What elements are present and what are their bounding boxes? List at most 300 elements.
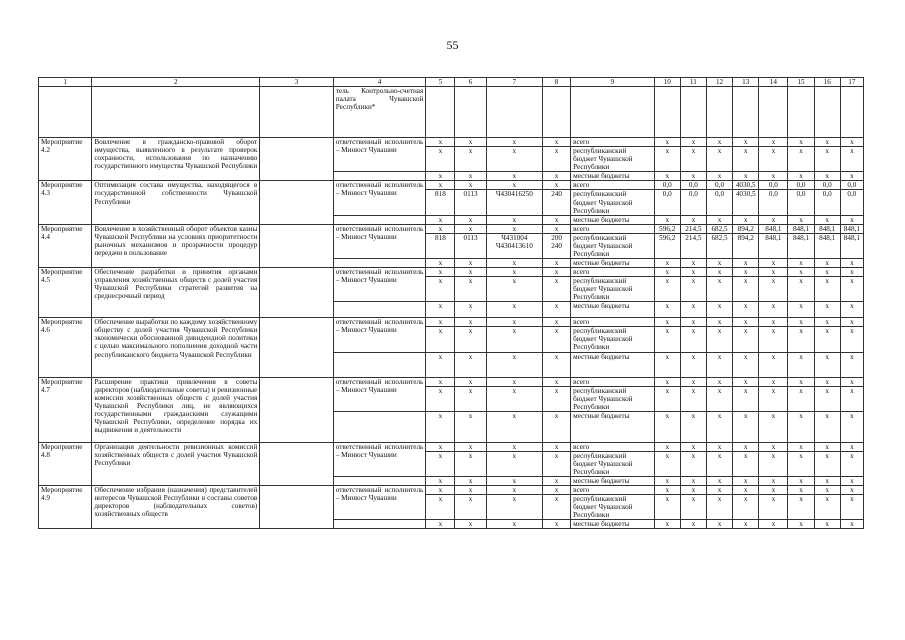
- value-cell: x: [654, 277, 680, 302]
- funding-source: всего: [571, 486, 655, 495]
- value-cell: x: [706, 386, 732, 411]
- value-cell: x: [706, 172, 732, 181]
- value-cell: x: [733, 520, 759, 529]
- value-cell: x: [680, 215, 706, 224]
- executor-cell: тель Контрольно-счетная палата Чувашской Республики*: [333, 87, 426, 138]
- code-cell: 818: [426, 233, 455, 258]
- value-cell: 4030,5: [733, 181, 759, 190]
- cell: [260, 87, 333, 138]
- value-cell: x: [654, 172, 680, 181]
- value-cell: x: [759, 318, 788, 327]
- value-cell: x: [733, 147, 759, 172]
- cell: [426, 87, 455, 138]
- value-cell: x: [680, 277, 706, 302]
- funding-source: всего: [571, 442, 655, 451]
- value-cell: x: [788, 486, 814, 495]
- value-cell: x: [814, 451, 840, 476]
- value-cell: x: [680, 411, 706, 442]
- value-cell: x: [654, 352, 680, 377]
- value-cell: x: [706, 268, 732, 277]
- value-cell: x: [680, 386, 706, 411]
- cell: [39, 87, 92, 138]
- funding-source: всего: [571, 224, 655, 233]
- code-cell: x: [543, 268, 571, 277]
- value-cell: x: [706, 477, 732, 486]
- code-cell: x: [426, 224, 455, 233]
- code-cell: x: [486, 172, 542, 181]
- code-cell: x: [486, 386, 542, 411]
- measure-name: Организация деятельности ревизионных комиссий хозяйственных обществ с долей участия Чувашской Республики: [92, 442, 260, 485]
- table-row: [39, 486, 864, 495]
- value-cell: 0,0: [654, 190, 680, 215]
- value-cell: x: [733, 302, 759, 318]
- value-cell: x: [680, 147, 706, 172]
- value-cell: 848,1: [759, 224, 788, 233]
- value-cell: 0,0: [706, 190, 732, 215]
- cell: [680, 87, 706, 138]
- value-cell: x: [680, 352, 706, 377]
- value-cell: x: [814, 377, 840, 386]
- code-cell: x: [543, 302, 571, 318]
- value-cell: x: [840, 411, 863, 442]
- value-cell: x: [680, 258, 706, 267]
- executor-cell: ответственный исполнитель – Минюст Чувашии: [333, 486, 426, 520]
- value-cell: 848,1: [788, 233, 814, 258]
- value-cell: 0,0: [788, 181, 814, 190]
- code-cell: x: [426, 138, 455, 147]
- code-cell: x: [486, 147, 542, 172]
- code-cell: x: [426, 172, 455, 181]
- funding-source: республиканский бюджет Чувашской Республики: [571, 451, 655, 476]
- cell: [571, 87, 655, 138]
- code-cell: x: [455, 386, 486, 411]
- funding-source: республиканский бюджет Чувашской Республики: [571, 386, 655, 411]
- funding-source: местные бюджеты: [571, 411, 655, 442]
- value-cell: 0,0: [654, 181, 680, 190]
- value-cell: x: [814, 477, 840, 486]
- value-cell: 894,2: [733, 233, 759, 258]
- code-cell: Ч431004 Ч430413610: [486, 233, 542, 258]
- value-cell: x: [840, 495, 863, 520]
- value-cell: 0,0: [706, 181, 732, 190]
- value-cell: x: [788, 318, 814, 327]
- code-cell: x: [486, 411, 542, 442]
- measure-name: Вовлечение в гражданско-правовой оборот имущества, выявленного в результате проверок сохранности, использования по назначению государственного имущества Чувашской Республики: [92, 138, 260, 181]
- value-cell: 596,2: [654, 224, 680, 233]
- value-cell: x: [733, 411, 759, 442]
- code-cell: x: [486, 352, 542, 377]
- value-cell: x: [814, 495, 840, 520]
- code-cell: x: [426, 258, 455, 267]
- code-cell: x: [486, 318, 542, 327]
- value-cell: x: [706, 442, 732, 451]
- value-cell: x: [788, 477, 814, 486]
- value-cell: x: [788, 377, 814, 386]
- column-number-cell: 7: [486, 78, 542, 87]
- code-cell: x: [543, 172, 571, 181]
- value-cell: x: [814, 386, 840, 411]
- code-cell: x: [486, 442, 542, 451]
- code-cell: x: [426, 302, 455, 318]
- value-cell: x: [733, 477, 759, 486]
- code-cell: x: [455, 520, 486, 529]
- value-cell: x: [733, 268, 759, 277]
- value-cell: 0,0: [814, 190, 840, 215]
- code-cell: x: [426, 377, 455, 386]
- funding-source: республиканский бюджет Чувашской Республики: [571, 495, 655, 520]
- value-cell: x: [840, 277, 863, 302]
- value-cell: x: [840, 268, 863, 277]
- code-cell: x: [426, 352, 455, 377]
- funding-source: местные бюджеты: [571, 352, 655, 377]
- value-cell: x: [788, 138, 814, 147]
- code-cell: 200 240: [543, 233, 571, 258]
- value-cell: x: [706, 495, 732, 520]
- executor-cell: ответственный исполнитель – Минюст Чувашии: [333, 268, 426, 302]
- code-cell: x: [455, 302, 486, 318]
- value-cell: x: [759, 268, 788, 277]
- code-cell: x: [426, 215, 455, 224]
- column-number-cell: 4: [333, 78, 426, 87]
- value-cell: x: [814, 352, 840, 377]
- cell: [333, 352, 426, 377]
- table-body: [39, 78, 864, 529]
- table-row: [39, 442, 864, 451]
- code-cell: Ч430416250: [486, 190, 542, 215]
- value-cell: x: [680, 486, 706, 495]
- code-cell: x: [426, 477, 455, 486]
- code-cell: x: [486, 224, 542, 233]
- value-cell: x: [840, 386, 863, 411]
- column-number-cell: 3: [260, 78, 333, 87]
- funding-source: местные бюджеты: [571, 258, 655, 267]
- measure-id: Мероприятие 4.2: [39, 138, 92, 181]
- code-cell: x: [455, 147, 486, 172]
- column-number-cell: 16: [814, 78, 840, 87]
- value-cell: x: [759, 442, 788, 451]
- executor-cell: ответственный исполнитель – Минюст Чувашии: [333, 377, 426, 411]
- value-cell: x: [654, 486, 680, 495]
- code-cell: x: [426, 268, 455, 277]
- table-row: [39, 181, 864, 190]
- value-cell: x: [733, 327, 759, 352]
- column-number-row: [39, 78, 864, 87]
- code-cell: x: [543, 318, 571, 327]
- code-cell: x: [426, 451, 455, 476]
- value-cell: x: [788, 386, 814, 411]
- value-cell: x: [840, 377, 863, 386]
- code-cell: x: [486, 181, 542, 190]
- program-table: [38, 77, 864, 529]
- code-cell: x: [543, 138, 571, 147]
- table-row: [39, 224, 864, 233]
- code-cell: x: [486, 495, 542, 520]
- value-cell: x: [733, 215, 759, 224]
- funding-source: республиканский бюджет Чувашской Республики: [571, 277, 655, 302]
- cell: [333, 520, 426, 529]
- measure-id: Мероприятие 4.9: [39, 486, 92, 529]
- code-cell: x: [455, 215, 486, 224]
- value-cell: x: [733, 258, 759, 267]
- code-cell: x: [426, 318, 455, 327]
- value-cell: x: [759, 352, 788, 377]
- value-cell: x: [814, 327, 840, 352]
- value-cell: x: [733, 386, 759, 411]
- table-row: [39, 318, 864, 327]
- measure-name: Обеспечение разработки и принятия органами управления хозяйственных обществ с долей участия Чувашской Республики стратегий развития на среднесрочный период: [92, 268, 260, 318]
- code-cell: x: [455, 442, 486, 451]
- code-cell: x: [486, 268, 542, 277]
- executor-cell: ответственный исполнитель – Минюст Чувашии: [333, 224, 426, 258]
- value-cell: x: [840, 327, 863, 352]
- value-cell: x: [654, 138, 680, 147]
- code-cell: 0113: [455, 190, 486, 215]
- column-number-cell: 8: [543, 78, 571, 87]
- value-cell: x: [840, 215, 863, 224]
- code-cell: x: [455, 451, 486, 476]
- measure-name: Расширение практики привлечения в советы директоров (наблюдательные советы) и ревизионные комиссии хозяйственных обществ с долей участия Чувашской Республики лиц, не являющихся государственными гражданскими служащими Чувашской Республики, определение порядка их выдвижения и деятельности: [92, 377, 260, 442]
- code-cell: 0113: [455, 233, 486, 258]
- value-cell: x: [706, 318, 732, 327]
- value-cell: x: [706, 138, 732, 147]
- value-cell: x: [759, 147, 788, 172]
- column-number-cell: 2: [92, 78, 260, 87]
- value-cell: x: [680, 495, 706, 520]
- value-cell: x: [680, 520, 706, 529]
- cell: [260, 442, 333, 485]
- code-cell: x: [426, 495, 455, 520]
- value-cell: 848,1: [840, 233, 863, 258]
- executor-cell: ответственный исполнитель – Минюст Чувашии: [333, 138, 426, 172]
- value-cell: 0,0: [814, 181, 840, 190]
- value-cell: x: [680, 477, 706, 486]
- code-cell: x: [426, 411, 455, 442]
- code-cell: x: [543, 520, 571, 529]
- value-cell: x: [680, 302, 706, 318]
- value-cell: x: [733, 138, 759, 147]
- code-cell: x: [486, 451, 542, 476]
- value-cell: 0,0: [840, 181, 863, 190]
- value-cell: x: [840, 442, 863, 451]
- value-cell: x: [654, 520, 680, 529]
- value-cell: 894,2: [733, 224, 759, 233]
- code-cell: x: [543, 215, 571, 224]
- code-cell: x: [543, 377, 571, 386]
- continuation-row: [39, 87, 864, 138]
- measure-id: Мероприятие 4.4: [39, 224, 92, 267]
- cell: [333, 258, 426, 267]
- value-cell: 0,0: [680, 181, 706, 190]
- value-cell: x: [759, 451, 788, 476]
- cell: [455, 87, 486, 138]
- funding-source: всего: [571, 138, 655, 147]
- column-number-cell: 6: [455, 78, 486, 87]
- code-cell: x: [486, 302, 542, 318]
- measure-id: Мероприятие 4.7: [39, 377, 92, 442]
- code-cell: x: [426, 181, 455, 190]
- cell: [260, 268, 333, 318]
- value-cell: x: [788, 302, 814, 318]
- code-cell: x: [455, 377, 486, 386]
- value-cell: x: [814, 411, 840, 442]
- code-cell: x: [486, 520, 542, 529]
- cell: [814, 87, 840, 138]
- value-cell: x: [788, 451, 814, 476]
- value-cell: x: [733, 352, 759, 377]
- value-cell: x: [654, 442, 680, 451]
- cell: [333, 302, 426, 318]
- value-cell: x: [733, 318, 759, 327]
- value-cell: 0,0: [840, 190, 863, 215]
- value-cell: x: [788, 172, 814, 181]
- value-cell: x: [680, 172, 706, 181]
- value-cell: 4030,5: [733, 190, 759, 215]
- value-cell: x: [759, 486, 788, 495]
- value-cell: x: [788, 520, 814, 529]
- value-cell: x: [759, 495, 788, 520]
- value-cell: 214,5: [680, 233, 706, 258]
- cell: [333, 172, 426, 181]
- value-cell: x: [759, 411, 788, 442]
- code-cell: x: [455, 486, 486, 495]
- value-cell: 848,1: [814, 233, 840, 258]
- measure-name: Вовлечение в хозяйственный оборот объектов казны Чувашской Республики на условиях приоритетности рыночных механизмов и прозрачности процедур передачи в пользование: [92, 224, 260, 267]
- measure-id: Мероприятие 4.3: [39, 181, 92, 224]
- table-row: [39, 268, 864, 277]
- value-cell: x: [759, 377, 788, 386]
- value-cell: x: [840, 486, 863, 495]
- code-cell: x: [543, 224, 571, 233]
- value-cell: x: [814, 215, 840, 224]
- value-cell: x: [840, 318, 863, 327]
- value-cell: x: [654, 302, 680, 318]
- code-cell: x: [486, 377, 542, 386]
- value-cell: x: [788, 352, 814, 377]
- value-cell: x: [706, 147, 732, 172]
- value-cell: x: [680, 268, 706, 277]
- funding-source: местные бюджеты: [571, 302, 655, 318]
- executor-cell: ответственный исполнитель – Минюст Чувашии: [333, 442, 426, 476]
- value-cell: x: [788, 215, 814, 224]
- code-cell: x: [426, 277, 455, 302]
- cell: [733, 87, 759, 138]
- cell: [333, 411, 426, 442]
- value-cell: 682,5: [706, 233, 732, 258]
- code-cell: x: [455, 411, 486, 442]
- value-cell: x: [788, 277, 814, 302]
- funding-source: местные бюджеты: [571, 215, 655, 224]
- value-cell: x: [840, 258, 863, 267]
- value-cell: x: [814, 258, 840, 267]
- funding-source: республиканский бюджет Чувашской Республики: [571, 147, 655, 172]
- code-cell: x: [543, 277, 571, 302]
- code-cell: x: [543, 411, 571, 442]
- code-cell: x: [543, 147, 571, 172]
- value-cell: x: [706, 451, 732, 476]
- cell: [260, 377, 333, 442]
- code-cell: x: [486, 486, 542, 495]
- code-cell: x: [486, 477, 542, 486]
- value-cell: x: [680, 327, 706, 352]
- value-cell: x: [759, 172, 788, 181]
- code-cell: x: [543, 442, 571, 451]
- code-cell: x: [455, 258, 486, 267]
- funding-source: всего: [571, 318, 655, 327]
- value-cell: x: [733, 442, 759, 451]
- code-cell: x: [455, 318, 486, 327]
- code-cell: x: [455, 352, 486, 377]
- code-cell: x: [455, 327, 486, 352]
- value-cell: x: [814, 302, 840, 318]
- value-cell: x: [759, 215, 788, 224]
- value-cell: x: [654, 327, 680, 352]
- value-cell: 0,0: [759, 181, 788, 190]
- value-cell: x: [788, 442, 814, 451]
- value-cell: 848,1: [759, 233, 788, 258]
- value-cell: x: [733, 172, 759, 181]
- code-cell: x: [543, 352, 571, 377]
- value-cell: x: [814, 520, 840, 529]
- value-cell: x: [759, 138, 788, 147]
- value-cell: x: [654, 386, 680, 411]
- value-cell: x: [706, 352, 732, 377]
- value-cell: x: [759, 258, 788, 267]
- value-cell: x: [706, 520, 732, 529]
- measure-name: Обеспечение избрания (назначения) представителей интересов Чувашской Республики в составы советов директоров (наблюдательных советов) хозяйственных обществ: [92, 486, 260, 529]
- code-cell: x: [543, 451, 571, 476]
- column-number-cell: 1: [39, 78, 92, 87]
- code-cell: x: [543, 258, 571, 267]
- value-cell: x: [706, 215, 732, 224]
- value-cell: x: [706, 302, 732, 318]
- column-number-cell: 12: [706, 78, 732, 87]
- value-cell: x: [814, 442, 840, 451]
- value-cell: x: [654, 377, 680, 386]
- value-cell: x: [840, 520, 863, 529]
- value-cell: x: [840, 477, 863, 486]
- column-number-cell: 11: [680, 78, 706, 87]
- value-cell: x: [733, 486, 759, 495]
- table-row: [39, 138, 864, 147]
- value-cell: 596,2: [654, 233, 680, 258]
- funding-source: республиканский бюджет Чувашской Республики: [571, 190, 655, 215]
- value-cell: x: [654, 451, 680, 476]
- code-cell: x: [455, 495, 486, 520]
- value-cell: x: [706, 486, 732, 495]
- code-cell: x: [486, 327, 542, 352]
- value-cell: 682,5: [706, 224, 732, 233]
- cell: [260, 224, 333, 267]
- cell: [654, 87, 680, 138]
- value-cell: x: [654, 318, 680, 327]
- measure-name: Обеспечение выработки по каждому хозяйственному обществу с долей участия Чувашской Республики экономически обоснованной дивидендной политики с целью максимального пополнения доходной части республиканского бюджета Чувашской Республики: [92, 318, 260, 377]
- value-cell: x: [733, 277, 759, 302]
- code-cell: x: [455, 268, 486, 277]
- value-cell: x: [788, 411, 814, 442]
- value-cell: x: [654, 411, 680, 442]
- value-cell: 848,1: [840, 224, 863, 233]
- value-cell: x: [680, 451, 706, 476]
- code-cell: x: [455, 172, 486, 181]
- value-cell: x: [840, 352, 863, 377]
- value-cell: x: [814, 138, 840, 147]
- code-cell: x: [543, 477, 571, 486]
- value-cell: x: [654, 268, 680, 277]
- code-cell: x: [543, 327, 571, 352]
- value-cell: x: [680, 442, 706, 451]
- code-cell: x: [426, 327, 455, 352]
- value-cell: 0,0: [680, 190, 706, 215]
